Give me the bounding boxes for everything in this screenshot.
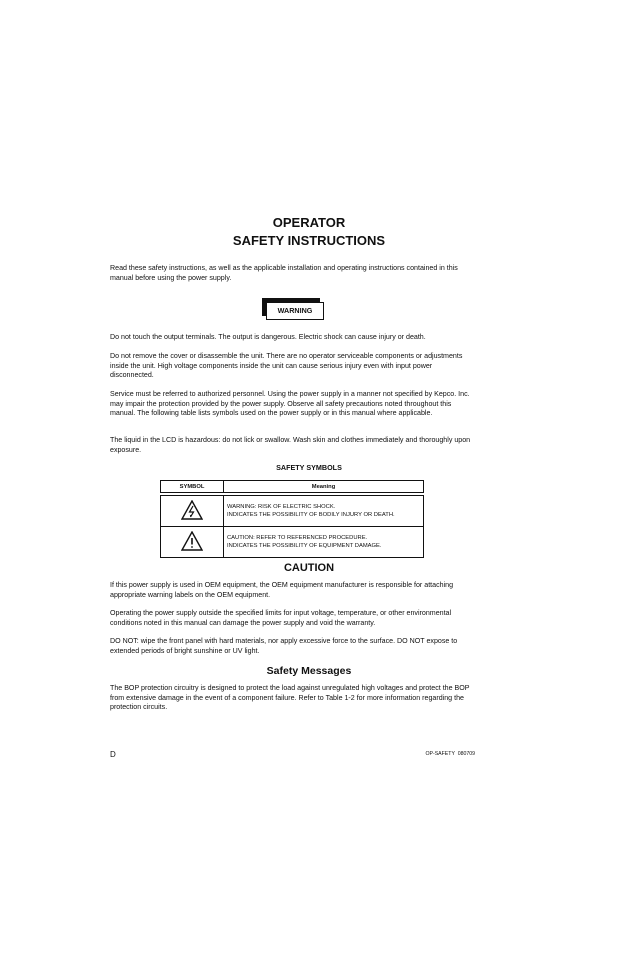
caution-exclamation-icon <box>181 531 203 551</box>
meaning-column-header: Meaning <box>224 481 424 493</box>
caution-heading: CAUTION <box>283 562 335 574</box>
meaning-line: WARNING: RISK OF ELECTRIC SHOCK. <box>227 504 336 510</box>
symbol-cell <box>161 527 224 558</box>
safety-symbols-table <box>160 480 424 558</box>
meaning-line: INDICATES THE POSSIBILITY OF EQUIPMENT DAMAGE. <box>227 543 382 549</box>
caution-paragraph-1: If this power supply is used in OEM equipment, the OEM equipment manufacturer is responsible for attaching appropriate warning labels on the OEM equipment. <box>110 581 454 599</box>
warning-paragraph-2: Do not remove the cover or disassemble the unit. There are no operator serviceable components or adjustments inside the unit. High voltage components inside the unit can cause serious injury even with input power disconnected. <box>110 352 463 380</box>
table-row <box>161 527 424 558</box>
caution-paragraph-2: Operating the power supply outside the specified limits for input voltage, temperature, or other environmental conditions noted in this manual can damage the power supply and void the warranty. <box>110 609 452 627</box>
warning-label: WARNING <box>266 302 324 320</box>
page-title-line1: OPERATOR <box>272 215 346 230</box>
meaning-cell <box>224 527 424 558</box>
symbol-cell <box>161 496 224 527</box>
meaning-cell <box>224 496 424 527</box>
safety-messages-paragraph: The BOP protection circuitry is designed to protect the load against unregulated high voltages and protect the BOP from extensive damage in the event of a component failure. Refer to Table 1-2 for more information regarding the protection circuits. <box>110 684 470 712</box>
intro-paragraph: Read these safety instructions, as well as the applicable installation and operating instructions contained in this manual before using the power supply. <box>110 264 458 282</box>
caution-paragraph-3: DO NOT: wipe the front panel with hard materials, nor apply excessive force to the surface. DO NOT expose to extended periods of bright sunshine or UV light. <box>110 637 458 655</box>
warning-paragraph-3: Service must be referred to authorized personnel. Using the power supply in a manner not specified by Kepco. Inc. may impair the protection provided by the power supply. Observe all safety precautions noted throughout this manual. The following table lists symbols used on the power supply or in this manual where applicable. <box>110 390 470 418</box>
page-number: D <box>110 750 116 759</box>
table-row <box>161 496 424 527</box>
meaning-line: CAUTION: REFER TO REFERENCED PROCEDURE. <box>227 535 368 541</box>
table-header-row <box>161 481 424 493</box>
warning-label-box <box>262 298 324 320</box>
warning-paragraph-1: Do not touch the output terminals. The output is dangerous. Electric shock can cause injury or death. <box>110 333 426 341</box>
page-title-line2: SAFETY INSTRUCTIONS <box>232 233 386 248</box>
symbol-column-header: SYMBOL <box>161 481 224 493</box>
warning-paragraph-4: The liquid in the LCD is hazardous: do not lick or swallow. Wash skin and clothes immediately and thoroughly upon exposure. <box>110 436 471 454</box>
meaning-line: INDICATES THE POSSIBILITY OF BODILY INJURY OR DEATH. <box>227 512 395 518</box>
document-id: OP-SAFETY 080709 <box>425 751 475 757</box>
safety-symbols-title: SAFETY SYMBOLS <box>276 463 342 472</box>
electric-shock-warning-icon <box>181 500 203 520</box>
safety-messages-heading: Safety Messages <box>266 665 352 677</box>
